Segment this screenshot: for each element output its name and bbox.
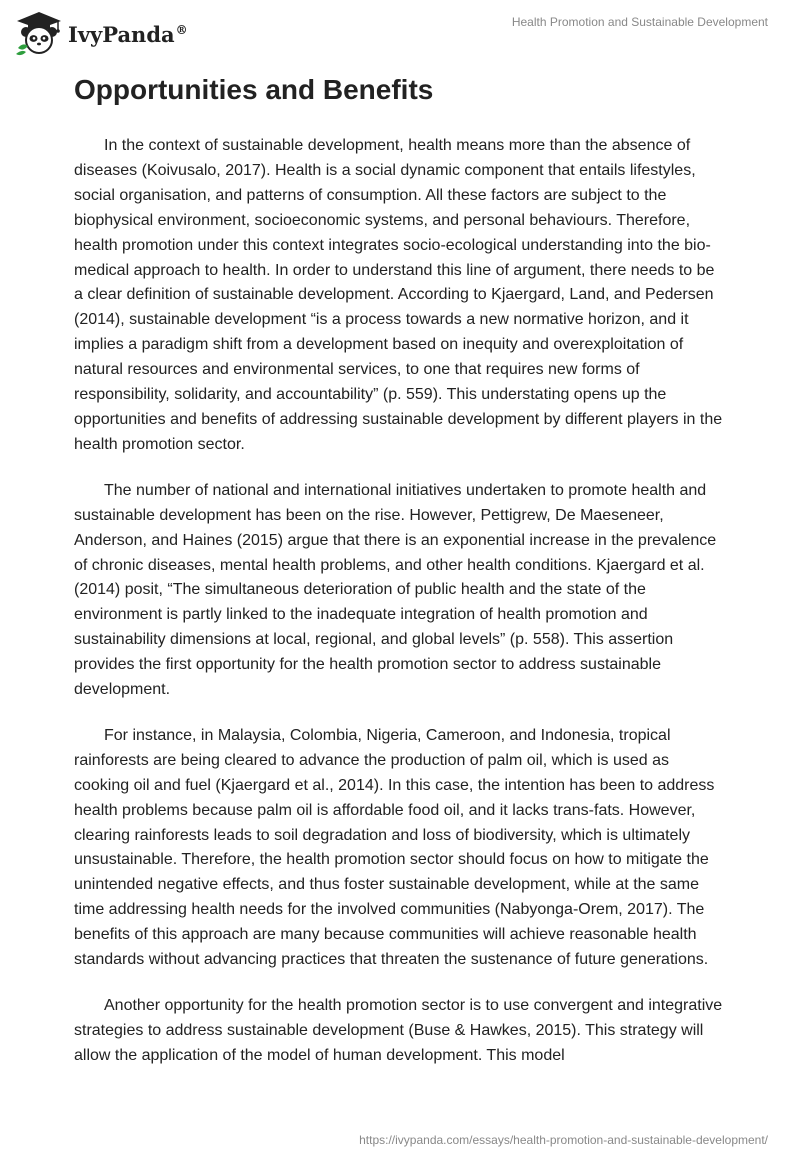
ivypanda-logo[interactable] [14, 10, 188, 56]
brand-name: IvyPanda® [68, 21, 188, 47]
paragraph-1: In the context of sustainable development, health means more than the absence of diseases (Koivusalo, 2017). Health is a social dynamic component that entails lifestyles, social organisation, and patterns of consumption. All these factors are subject to the biophysical environment, socioeconomic systems, and personal behaviours. Therefore, health promotion under this context integrates socio-ecological understanding into the bio-medical approach to health. In order to understand this line of argument, there needs to be a clear definition of sustainable development. According to Kjaergard, Land, and Pedersen (2014), sustainable development “is a process towards a new normative horizon, and it implies a paradigm shift from a development based on inequity and overexploitation of natural resources and environmental services, to one that requires new forms of responsibility, solidarity, and accountability” (p. 559). This understating opens up the opportunities and benefits of addressing sustainable development by different players in the health promotion sector. [74, 137, 723, 453]
paragraph-2: The number of national and international initiatives undertaken to promote health and sustainable development has been on the rise. However, Pettigrew, De Maeseneer, Anderson, and Haines (2015) argue that there is an exponential increase in the prevalence of chronic diseases, mental health problems, and other health conditions. Kjaergard et al. (2014) posit, “The simultaneous deterioration of public health and the state of the environment is partly linked to the inadequate integration of health promotion and sustainability dimensions at local, regional, and global levels” (p. 558). This assertion provides the first opportunity for the health promotion sector to address sustainable development. [74, 481, 717, 699]
source-url[interactable]: https://ivypanda.com/essays/health-promotion-and-sustainable-development/ [359, 1133, 768, 1147]
page-header [0, 0, 800, 60]
essay-body [74, 134, 726, 1090]
page-title: Opportunities and Benefits [74, 74, 434, 105]
document-title: Health Promotion and Sustainable Development [511, 15, 768, 29]
panda-graduate-icon [14, 10, 64, 56]
registered-mark: ® [175, 22, 188, 37]
paragraph-3: For instance, in Malaysia, Colombia, Nigeria, Cameroon, and Indonesia, tropical rainforests are being cleared to advance the production of palm oil, which is used as cooking oil and fuel (Kjaergard et al., 2014). In this case, the intention has been to address health problems because palm oil is affordable food oil, and it lacks trans-fats. However, clearing rainforests leads to soil degradation and loss of biodiversity, which is ultimately unsustainable. Therefore, the health promotion sector should focus on how to mitigate the unintended negative effects, and thus foster sustainable development, while at the same time addressing health needs for the involved communities (Nabyonga-Orem, 2017). The benefits of this approach are many because communities will achieve reasonable health standards without advancing practices that threaten the sustenance of future generations. [74, 726, 715, 969]
paragraph-4: Another opportunity for the health promotion sector is to use convergent and integrative strategies to address sustainable development (Buse & Hawkes, 2015). This strategy will allow the application of the model of human development. This model [74, 997, 723, 1064]
